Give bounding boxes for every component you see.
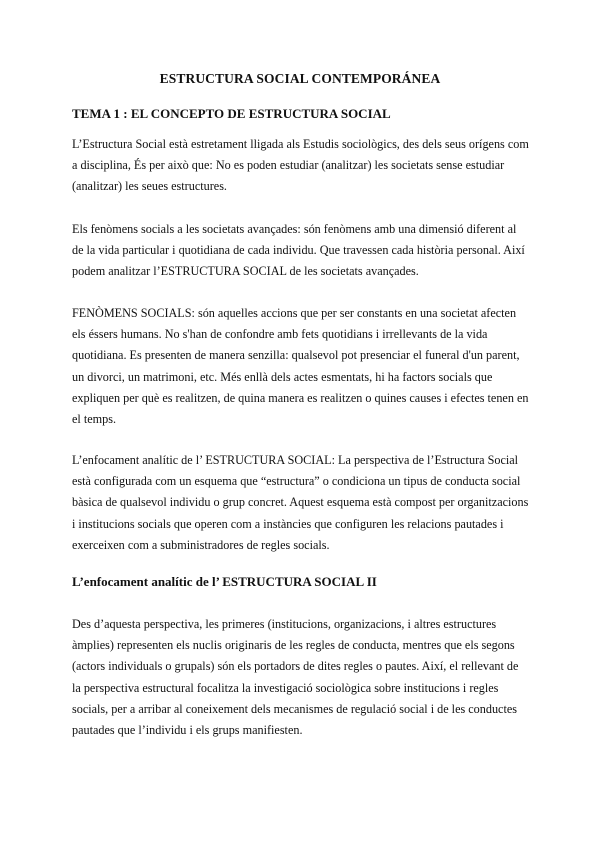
paragraph-line: àmplies) representen els nuclis originaris de les regles de conducta, mentres que els segons: [72, 638, 515, 653]
paragraph-line: socials, per a arribar al coneixement dels mecanismes de regulació social i de les conductes: [72, 701, 518, 716]
paragraph-line: la perspectiva estructural focalitza la investigació sociològica sobre institucions i regles: [72, 680, 499, 695]
paragraph-estructura-social: [72, 134, 532, 198]
paragraph-fenomens-socials-avancades: [72, 219, 532, 283]
paragraph-line: i institucions socials que operen com a instàncies que configuren les relacions pautades i: [72, 516, 504, 531]
paragraph-line: un divorci, un matrimoni, etc. Més enllà dels actes esmentats, hi ha factors socials que: [72, 369, 493, 384]
paragraph-line: Des d’aquesta perspectiva, les primeres (institucions, organizacions, i altres estructures: [72, 617, 497, 631]
page-title: ESTRUCTURA SOCIAL CONTEMPORÁNEA: [159, 71, 441, 86]
paragraph-line: bàsica de qualsevol individu o grup concret. Aquest esquema està compost per organitzacions: [72, 495, 529, 510]
paragraph-line: (actors individuals o grupals) són els portadors de dites regles o pautes. Així, el rellevant de: [72, 659, 519, 674]
paragraph-line: podem analitzar l’ESTRUCTURA SOCIAL de les societats avançades.: [72, 264, 419, 279]
paragraph-line: L’Estructura Social està estretament lligada als Estudis sociològics, des dels seus orígens com: [72, 137, 529, 151]
paragraph-fenomens-socials-definicio: [72, 303, 532, 430]
paragraph-line: el temps.: [72, 412, 117, 427]
paragraph-line: (analitzar) les seues estructures.: [72, 179, 227, 194]
paragraph-line: exerceixen com a subministradores de regles socials.: [72, 537, 330, 552]
paragraph-line: L’enfocament analític de l’ ESTRUCTURA SOCIAL: La perspectiva de l’Estructura Social: [72, 453, 519, 467]
section-heading-enfocament-ii: L’enfocament analític de l’ ESTRUCTURA SOCIAL II: [72, 574, 377, 589]
paragraph-line: a disciplina, És per això que: No es poden estudiar (analitzar) les societats sense estudiar: [72, 158, 505, 173]
paragraph-line: pautades que l’individu i els grups manifiesten.: [72, 723, 303, 738]
paragraph-perspectiva-estructural: [72, 614, 532, 741]
section-heading-tema-1: TEMA 1 : EL CONCEPTO DE ESTRUCTURA SOCIAL: [72, 106, 391, 121]
paragraph-line: FENÒMENS SOCIALS: són aquelles accions que per ser constants en una societat afecten: [72, 306, 517, 320]
paragraph-line: de la vida particular i quotidiana de cada individu. Que travessen cada història personal. Així: [72, 243, 525, 258]
paragraph-line: Els fenòmens socials a les societats avançades: són fenòmens amb una dimensió diferent al: [72, 222, 517, 236]
paragraph-line: els éssers humans. No s'han de confondre amb fets quotidians i irrellevants de la vida: [72, 327, 488, 342]
paragraph-line: quotidiana. Es presenten de manera senzilla: qualsevol pot presenciar el funeral d'un parent,: [72, 348, 520, 363]
paragraph-line: expliquen per què es realitzen, de quina manera es realitzen o quines causes i efectes tenen en: [72, 390, 529, 405]
paragraph-enfocament-analitic: [72, 450, 532, 556]
paragraph-line: està configurada com un esquema que “estructura” o condiciona un tipus de conducta social: [72, 474, 521, 489]
